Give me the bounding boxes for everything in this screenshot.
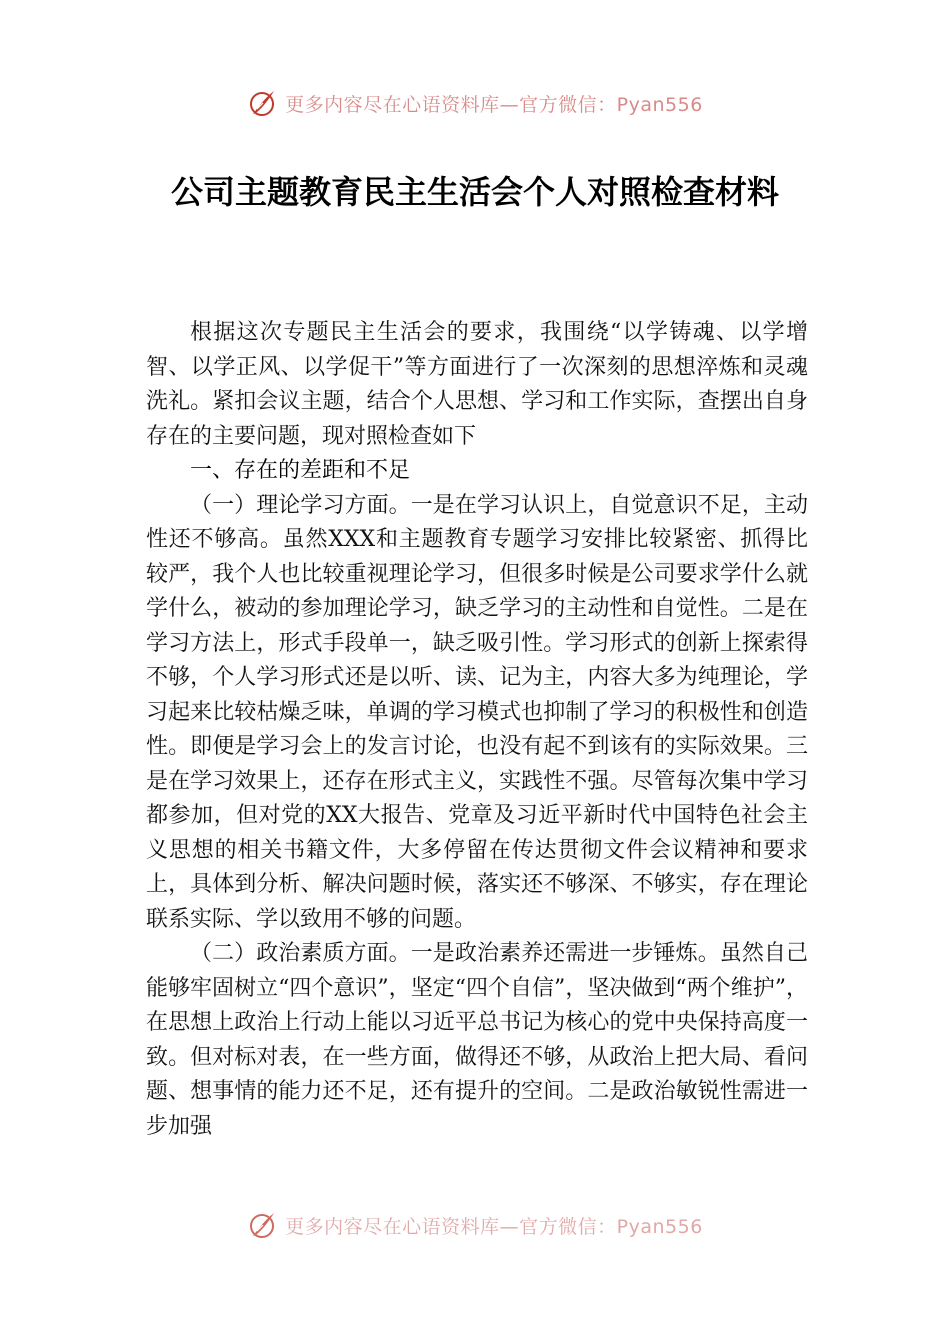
quill-logo-icon [247, 1210, 277, 1240]
document-title: 公司主题教育民主生活会个人对照检查材料 [170, 173, 779, 211]
political-quality-paragraph: （二）政治素质方面。一是政治素养还需进一步锤炼。虽然自己能够牢固树立“四个意识”，坚定“四个自信”，坚决做到“两个维护”，在思想上政治上行动上能以习近平总书记为核心的党中央保持高度一致。但对标对表，在一些方面，做得还不够，从政治上把大局、看问题、想事情的能力还不足，还有提升的空间。二是政治敏锐性需进一步加强 [146, 941, 808, 1139]
watermark-text: 更多内容尽在心语资料库—官方微信：Pyan556 [285, 1215, 703, 1238]
document-body [146, 316, 808, 1144]
watermark-footer [0, 1205, 950, 1245]
intro-paragraph: 根据这次专题民主生活会的要求，我围绕“以学铸魂、以学增智、以学正风、以学促干”等方面进行了一次深刻的思想淬炼和灵魂洗礼。紧扣会议主题，结合个人思想、学习和工作实际，查摆出自身存在的主要问题，现对照检查如下 [146, 320, 808, 449]
theory-study-paragraph: （一）理论学习方面。一是在学习认识上，自觉意识不足，主动性还不够高。虽然XXX和主题教育专题学习安排比较紧密、抓得比较严，我个人也比较重视理论学习，但很多时候是公司要求学什么就学什么，被动的参加理论学习，缺乏学习的主动性和自觉性。二是在学习方法上，形式手段单一，缺乏吸引性。学习形式的创新上探索得不够，个人学习形式还是以听、读、记为主，内容大多为纯理论，学习起来比较枯燥乏味，单调的学习模式也抑制了学习的积极性和创造性。即便是学习会上的发言讨论，也没有起不到该有的实际效果。三是在学习效果上，还存在形式主义，实践性不强。尽管每次集中学习都参加，但对党的XX大报告、党章及习近平新时代中国特色社会主义思想的相关书籍文件，大多停留在传达贯彻文件会议精神和要求上，具体到分析、解决问题时候，落实还不够深、不够实，存在理论联系实际、学以致用不够的问题。 [146, 492, 808, 932]
section-heading: 一、存在的差距和不足 [190, 458, 411, 483]
watermark-text: 更多内容尽在心语资料库—官方微信：Pyan556 [285, 93, 703, 116]
watermark-header [0, 83, 950, 123]
quill-logo-icon [247, 88, 277, 118]
